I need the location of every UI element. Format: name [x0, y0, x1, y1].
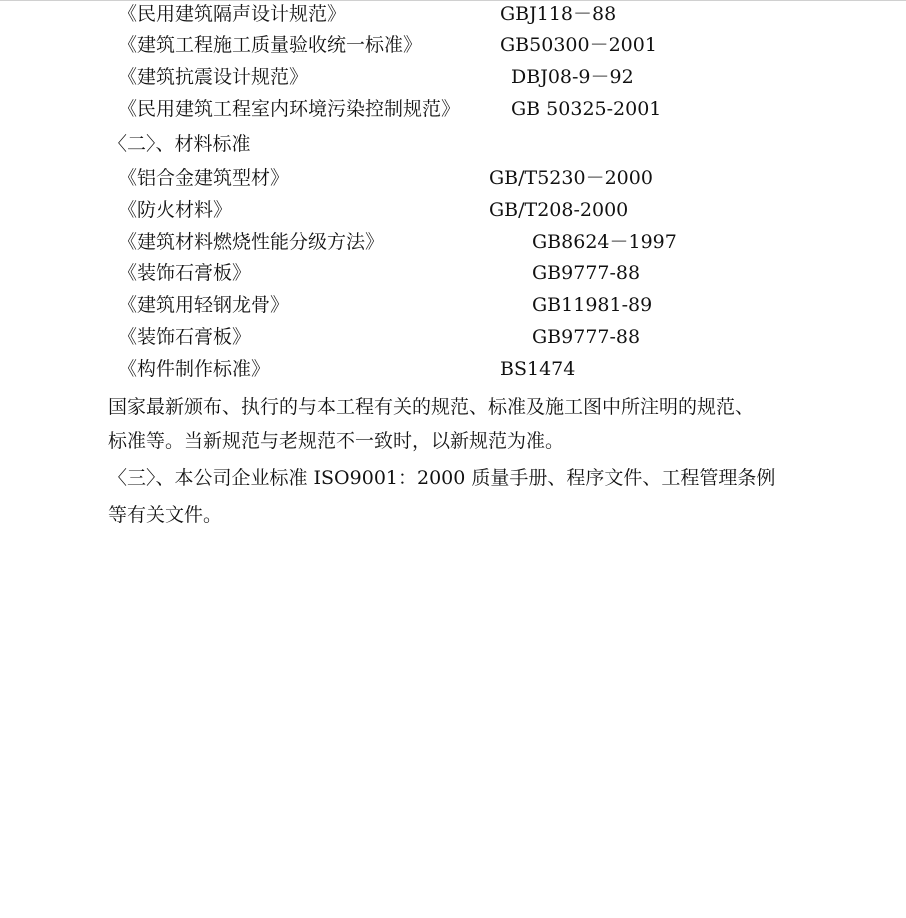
standard-name: 《建筑工程施工质量验收统一标准》: [118, 34, 423, 56]
standard-code: GB9777-88: [532, 326, 641, 348]
paragraph-line: 国家最新颁布、执行的与本工程有关的规范、标准及施工图中所注明的规范、: [108, 396, 755, 418]
standard-code: GB 50325-2001: [511, 98, 662, 120]
standard-code: DBJ08-9－92: [511, 66, 634, 88]
standard-name: 《铝合金建筑型材》: [118, 167, 290, 189]
standard-name: 《建筑用轻钢龙骨》: [118, 294, 290, 316]
standard-name: 《民用建筑隔声设计规范》: [118, 3, 347, 25]
standard-code: GB50300－2001: [500, 34, 657, 56]
standard-name: 《建筑材料燃烧性能分级方法》: [118, 231, 385, 253]
paragraph-line: 标准等。当新规范与老规范不一致时，以新规范为准。: [108, 430, 565, 452]
standard-name: 《民用建筑工程室内环境污染控制规范》: [118, 98, 461, 120]
standard-code: GB11981-89: [532, 294, 653, 316]
standard-code: GB8624－1997: [532, 231, 677, 253]
standard-name: 《防火材料》: [118, 199, 233, 221]
standard-code: GB/T208-2000: [489, 199, 629, 221]
section-company-standards-cont: 等有关文件。: [108, 504, 223, 526]
standard-code: GBJ118－88: [500, 3, 617, 25]
standard-name: 《建筑抗震设计规范》: [118, 66, 309, 88]
standard-code: BS1474: [500, 358, 576, 380]
standard-name: 《构件制作标准》: [118, 358, 271, 380]
standard-name: 《装饰石膏板》: [118, 262, 252, 284]
section-company-standards: 〈三〉、本公司企业标准 ISO9001：2000 质量手册、程序文件、工程管理条例: [108, 467, 776, 489]
standard-code: GB/T5230－2000: [489, 167, 653, 189]
standard-code: GB9777-88: [532, 262, 641, 284]
standard-name: 《装饰石膏板》: [118, 326, 252, 348]
section-heading-materials: 〈二〉、材料标准: [108, 133, 251, 155]
